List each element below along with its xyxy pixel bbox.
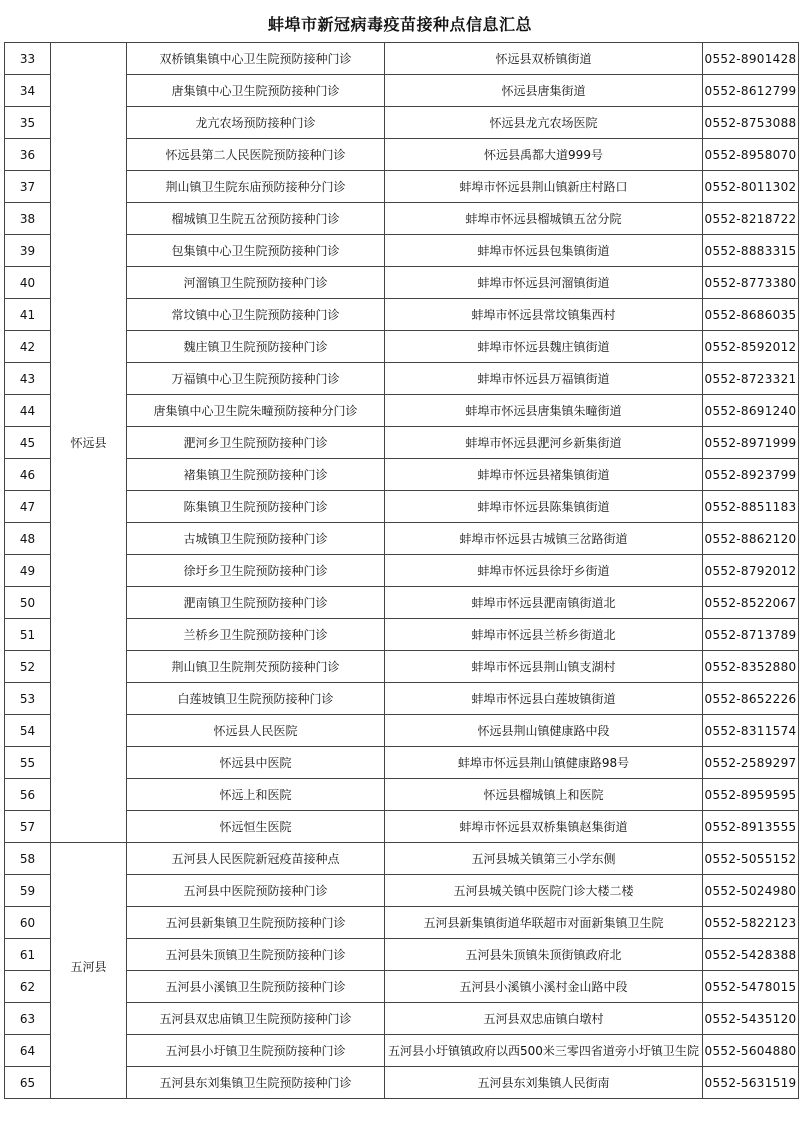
site-name: 荆山镇卫生院东庙预防接种分门诊 (127, 171, 385, 203)
site-phone: 0552-8686035 (703, 299, 799, 331)
row-number: 60 (5, 907, 51, 939)
row-number: 64 (5, 1035, 51, 1067)
row-number: 35 (5, 107, 51, 139)
row-number: 53 (5, 683, 51, 715)
site-address: 五河县朱顶镇朱顶街镇政府北 (385, 939, 703, 971)
row-number: 39 (5, 235, 51, 267)
site-address: 蚌埠市怀远县褚集镇街道 (385, 459, 703, 491)
site-address: 怀远县双桥镇街道 (385, 43, 703, 75)
site-phone: 0552-5822123 (703, 907, 799, 939)
site-address: 怀远县榴城镇上和医院 (385, 779, 703, 811)
site-phone: 0552-8851183 (703, 491, 799, 523)
site-phone: 0552-2589297 (703, 747, 799, 779)
document-title: 蚌埠市新冠病毒疫苗接种点信息汇总 (267, 15, 532, 34)
row-number: 55 (5, 747, 51, 779)
site-address: 蚌埠市怀远县魏庄镇街道 (385, 331, 703, 363)
site-phone: 0552-8971999 (703, 427, 799, 459)
site-address: 蚌埠市怀远县荆山镇支湖村 (385, 651, 703, 683)
table-row (5, 43, 799, 75)
site-address: 蚌埠市怀远县常坟镇集西村 (385, 299, 703, 331)
row-number: 36 (5, 139, 51, 171)
site-name: 陈集镇卫生院预防接种门诊 (127, 491, 385, 523)
site-address: 五河县城关镇第三小学东侧 (385, 843, 703, 875)
table-body (5, 43, 799, 1099)
site-address: 蚌埠市怀远县荆山镇新庄村路口 (385, 171, 703, 203)
site-phone: 0552-8901428 (703, 43, 799, 75)
site-phone: 0552-5604880 (703, 1035, 799, 1067)
site-name: 怀远县中医院 (127, 747, 385, 779)
row-number: 42 (5, 331, 51, 363)
county-name: 怀远县 (70, 435, 107, 450)
row-number: 65 (5, 1067, 51, 1099)
row-number: 56 (5, 779, 51, 811)
site-name: 白莲坡镇卫生院预防接种门诊 (127, 683, 385, 715)
row-number: 46 (5, 459, 51, 491)
row-number: 44 (5, 395, 51, 427)
site-address: 蚌埠市怀远县陈集镇街道 (385, 491, 703, 523)
row-number: 47 (5, 491, 51, 523)
site-name: 唐集镇中心卫生院预防接种门诊 (127, 75, 385, 107)
site-address: 蚌埠市怀远县白莲坡镇街道 (385, 683, 703, 715)
row-number: 52 (5, 651, 51, 683)
site-phone: 0552-8691240 (703, 395, 799, 427)
row-number: 45 (5, 427, 51, 459)
row-number: 57 (5, 811, 51, 843)
row-number: 49 (5, 555, 51, 587)
row-number: 59 (5, 875, 51, 907)
site-phone: 0552-5435120 (703, 1003, 799, 1035)
row-number: 48 (5, 523, 51, 555)
site-name: 兰桥乡卫生院预防接种门诊 (127, 619, 385, 651)
site-address: 蚌埠市怀远县兰桥乡街道北 (385, 619, 703, 651)
site-name: 褚集镇卫生院预防接种门诊 (127, 459, 385, 491)
county-cell (51, 43, 127, 843)
row-number: 61 (5, 939, 51, 971)
site-name: 淝南镇卫生院预防接种门诊 (127, 587, 385, 619)
row-number: 34 (5, 75, 51, 107)
row-number: 37 (5, 171, 51, 203)
site-name: 怀远县第二人民医院预防接种门诊 (127, 139, 385, 171)
site-name: 五河县双忠庙镇卫生院预防接种门诊 (127, 1003, 385, 1035)
row-number: 40 (5, 267, 51, 299)
site-address: 怀远县唐集街道 (385, 75, 703, 107)
site-address: 蚌埠市怀远县万福镇街道 (385, 363, 703, 395)
site-name: 怀远上和医院 (127, 779, 385, 811)
row-number: 54 (5, 715, 51, 747)
row-number: 51 (5, 619, 51, 651)
site-address: 蚌埠市怀远县双桥集镇赵集街道 (385, 811, 703, 843)
site-address: 五河县小溪镇小溪村金山路中段 (385, 971, 703, 1003)
row-number: 63 (5, 1003, 51, 1035)
site-name: 龙亢农场预防接种门诊 (127, 107, 385, 139)
site-name: 双桥镇集镇中心卫生院预防接种门诊 (127, 43, 385, 75)
row-number: 58 (5, 843, 51, 875)
site-phone: 0552-8913555 (703, 811, 799, 843)
row-number: 62 (5, 971, 51, 1003)
site-phone: 0552-8959595 (703, 779, 799, 811)
site-name: 怀远县人民医院 (127, 715, 385, 747)
site-phone: 0552-8218722 (703, 203, 799, 235)
row-number: 41 (5, 299, 51, 331)
site-address: 蚌埠市怀远县包集镇街道 (385, 235, 703, 267)
site-name: 常坟镇中心卫生院预防接种门诊 (127, 299, 385, 331)
site-phone: 0552-8311574 (703, 715, 799, 747)
site-name: 五河县中医院预防接种门诊 (127, 875, 385, 907)
site-address: 五河县小圩镇镇政府以西500米三零四省道旁小圩镇卫生院 (385, 1035, 703, 1067)
table-row (5, 843, 799, 875)
site-address: 蚌埠市怀远县榴城镇五岔分院 (385, 203, 703, 235)
site-name: 榴城镇卫生院五岔预防接种门诊 (127, 203, 385, 235)
site-phone: 0552-8958070 (703, 139, 799, 171)
site-name: 魏庄镇卫生院预防接种门诊 (127, 331, 385, 363)
site-address: 五河县新集镇街道华联超市对面新集镇卫生院 (385, 907, 703, 939)
site-phone: 0552-8612799 (703, 75, 799, 107)
site-name: 五河县人民医院新冠疫苗接种点 (127, 843, 385, 875)
site-phone: 0552-5631519 (703, 1067, 799, 1099)
site-name: 五河县小溪镇卫生院预防接种门诊 (127, 971, 385, 1003)
site-name: 五河县东刘集镇卫生院预防接种门诊 (127, 1067, 385, 1099)
site-address: 蚌埠市怀远县徐圩乡街道 (385, 555, 703, 587)
site-phone: 0552-5478015 (703, 971, 799, 1003)
site-address: 怀远县龙亢农场医院 (385, 107, 703, 139)
site-name: 徐圩乡卫生院预防接种门诊 (127, 555, 385, 587)
site-address: 五河县城关镇中医院门诊大楼二楼 (385, 875, 703, 907)
site-name: 古城镇卫生院预防接种门诊 (127, 523, 385, 555)
site-name: 荆山镇卫生院荆芡预防接种门诊 (127, 651, 385, 683)
site-name: 包集镇中心卫生院预防接种门诊 (127, 235, 385, 267)
county-name: 五河县 (70, 959, 107, 974)
site-address: 蚌埠市怀远县唐集镇朱疃街道 (385, 395, 703, 427)
site-phone: 0552-8352880 (703, 651, 799, 683)
row-number: 43 (5, 363, 51, 395)
site-phone: 0552-8713789 (703, 619, 799, 651)
site-address: 蚌埠市怀远县淝河乡新集街道 (385, 427, 703, 459)
site-phone: 0552-8011302 (703, 171, 799, 203)
site-name: 万福镇中心卫生院预防接种门诊 (127, 363, 385, 395)
site-address: 蚌埠市怀远县荆山镇健康路98号 (385, 747, 703, 779)
county-cell (51, 843, 127, 1099)
site-address: 五河县东刘集镇人民街南 (385, 1067, 703, 1099)
site-phone: 0552-8652226 (703, 683, 799, 715)
site-phone: 0552-8592012 (703, 331, 799, 363)
site-phone: 0552-8883315 (703, 235, 799, 267)
vaccination-sites-table (4, 42, 799, 1099)
row-number: 33 (5, 43, 51, 75)
site-phone: 0552-5428388 (703, 939, 799, 971)
site-phone: 0552-8792012 (703, 555, 799, 587)
site-name: 淝河乡卫生院预防接种门诊 (127, 427, 385, 459)
site-name: 五河县新集镇卫生院预防接种门诊 (127, 907, 385, 939)
site-address: 蚌埠市怀远县河溜镇街道 (385, 267, 703, 299)
site-phone: 0552-8923799 (703, 459, 799, 491)
site-name: 五河县朱顶镇卫生院预防接种门诊 (127, 939, 385, 971)
site-phone: 0552-8723321 (703, 363, 799, 395)
site-name: 河溜镇卫生院预防接种门诊 (127, 267, 385, 299)
site-phone: 0552-5055152 (703, 843, 799, 875)
site-address: 怀远县荆山镇健康路中段 (385, 715, 703, 747)
site-name: 唐集镇中心卫生院朱疃预防接种分门诊 (127, 395, 385, 427)
site-phone: 0552-8773380 (703, 267, 799, 299)
site-phone: 0552-8522067 (703, 587, 799, 619)
site-phone: 0552-5024980 (703, 875, 799, 907)
site-phone: 0552-8753088 (703, 107, 799, 139)
site-address: 五河县双忠庙镇白墩村 (385, 1003, 703, 1035)
site-name: 五河县小圩镇卫生院预防接种门诊 (127, 1035, 385, 1067)
site-address: 怀远县禹都大道999号 (385, 139, 703, 171)
site-name: 怀远恒生医院 (127, 811, 385, 843)
row-number: 38 (5, 203, 51, 235)
site-address: 蚌埠市怀远县古城镇三岔路街道 (385, 523, 703, 555)
site-phone: 0552-8862120 (703, 523, 799, 555)
row-number: 50 (5, 587, 51, 619)
site-address: 蚌埠市怀远县淝南镇街道北 (385, 587, 703, 619)
